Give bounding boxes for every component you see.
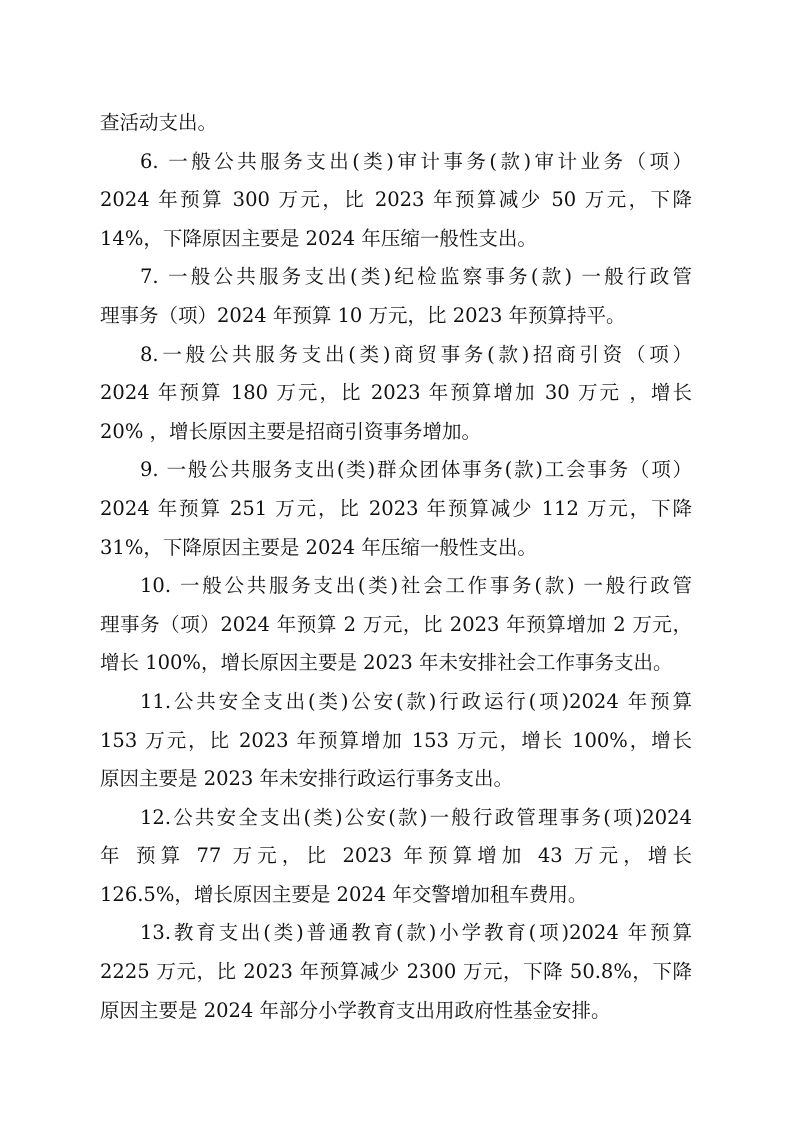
text-line: 2024 年预算 251 万元，比 2023 年预算减少 112 万元，下降 [100,496,692,520]
text-line: 7. 一般公共服务支出(类)纪检监察事务(款) 一般行政管 [140,265,692,289]
text-line: 126.5%，增长原因主要是 2024 年交警增加租车费用。 [100,882,588,906]
paragraph-item-13 [100,914,692,1030]
text-line: 理事务（项）2024 年预算 10 万元，比 2023 年预算持平。 [100,303,626,327]
text-line: 31%，下降原因主要是 2024 年压缩一般性支出。 [100,535,537,559]
paragraph-item-7 [100,258,692,335]
text-line: 12.公共安全支出(类)公安(款)一般行政管理事务(项)2024 [140,805,692,829]
text-line: 2024 年预算 300 万元，比 2023 年预算减少 50 万元，下降 [100,188,692,212]
paragraph-item-9 [100,451,692,567]
paragraph-item-12 [100,799,692,915]
text-line: 153 万元，比 2023 年预算增加 153 万元，增长 100%，增长 [100,728,692,752]
text-line: 14%，下降原因主要是 2024 年压缩一般性支出。 [100,226,537,250]
text-line: 增长 100%，增长原因主要是 2023 年未安排社会工作事务支出。 [100,651,673,675]
text-line: 年 预算 77 万元，比 2023 年预算增加 43 万元，增长 [100,844,692,868]
paragraph-item-11 [100,683,692,799]
paragraph-item-10 [100,567,692,683]
text-line: 查活动支出。 [100,111,218,134]
text-line: 8.一般公共服务支出(类)商贸事务(款)招商引资（项） [140,342,692,366]
body-text [100,104,692,1030]
text-line: 2225 万元，比 2023 年预算减少 2300 万元，下降 50.8%，下降 [100,960,692,984]
paragraph-item-8 [100,336,692,452]
text-line: 原因主要是 2024 年部分小学教育支出用政府性基金安排。 [100,998,611,1022]
text-line: 理事务（项）2024 年预算 2 万元，比 2023 年预算增加 2 万元， [100,612,692,636]
text-line: 13.教育支出(类)普通教育(款)小学教育(项)2024 年预算 [140,921,692,945]
text-line: 原因主要是 2023 年未安排行政运行事务支出。 [100,767,514,791]
text-line: 20% ，增长原因主要是招商引资事务增加。 [100,419,482,443]
text-line: 10. 一般公共服务支出(类)社会工作事务(款) 一般行政管 [140,574,692,598]
text-line: 9. 一般公共服务支出(类)群众团体事务(款)工会事务（项） [140,458,692,482]
text-line: 11.公共安全支出(类)公安(款)行政运行(项)2024 年预算 [140,689,692,713]
text-line: 2024 年预算 180 万元，比 2023 年预算增加 30 万元 ，增长 [100,381,692,405]
paragraph-item-6 [100,143,692,259]
paragraph-continuation [100,104,692,143]
text-line: 6. 一般公共服务支出(类)审计事务(款)审计业务（项） [140,149,692,173]
